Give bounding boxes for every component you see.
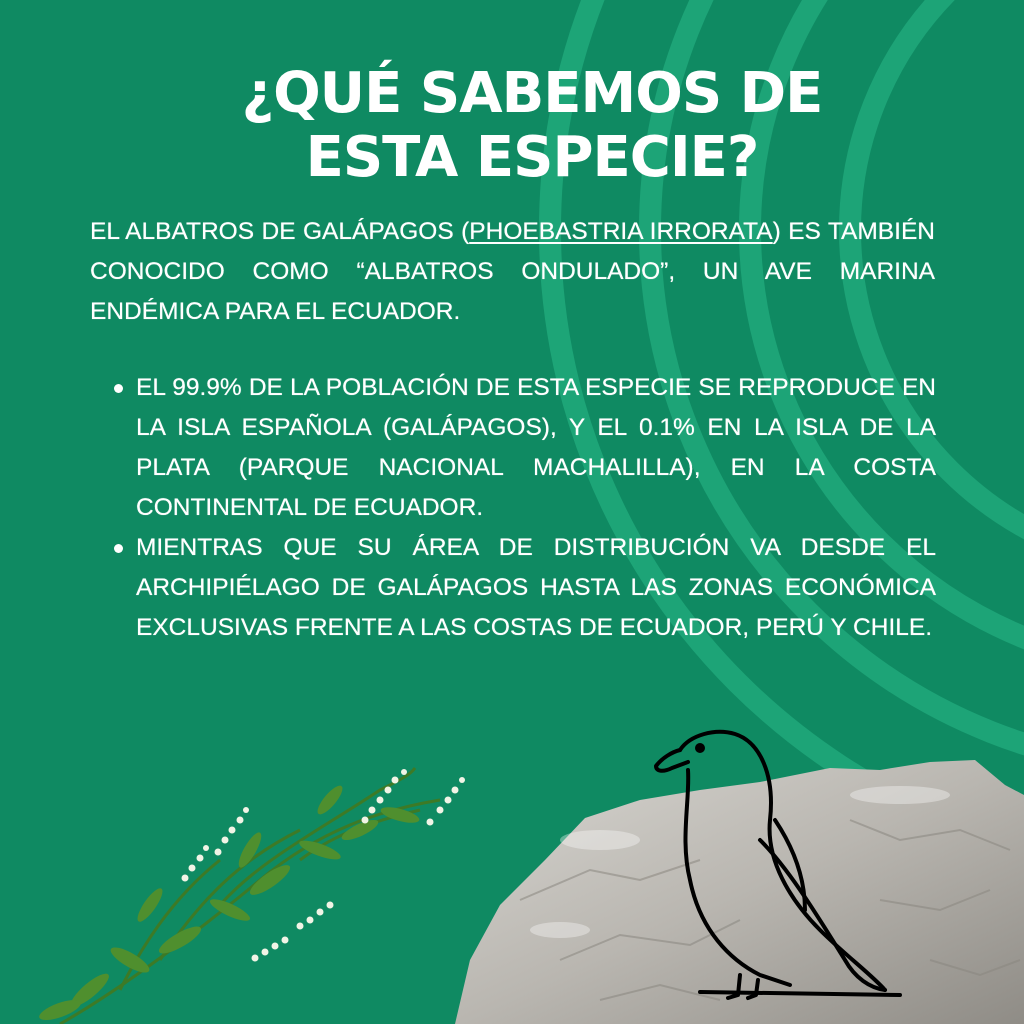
title-line-2: ESTA ESPECIE? — [305, 125, 759, 190]
title-line-1: ¿QUÉ SABEMOS DE — [241, 61, 823, 126]
sweet-clover-plant — [37, 768, 465, 1024]
scientific-name: PHOEBASTRIA IRRORATA — [469, 218, 773, 245]
fact-text: EL 99.9% DE LA POBLACIÓN DE ESTA ESPECIE SE REPRODUCE EN LA ISLA ESPAÑOLA (GALÁPAGOS), Y EL 0.1% EN LA ISLA DE LA PLATA (PARQUE NACIONAL MACHALILLA), EN LA COSTA CONTINENTAL DE ECUADOR. — [136, 374, 936, 521]
intro-text-start: EL ALBATROS DE GALÁPAGOS ( — [90, 218, 470, 245]
intro-text-end: ) ES TAMBIÉN CONOCIDO COMO “ALBATROS ONDULADO”, UN AVE MARINA ENDÉMICA PARA EL ECUADOR. — [90, 218, 935, 325]
fact-text: MIENTRAS QUE SU ÁREA DE DISTRIBUCIÓN VA DESDE EL ARCHIPIÉLAGO DE GALÁPAGOS HASTA LAS ZONAS ECONÓMICA EXCLUSIVAS FRENTE A LAS COSTAS DE ECUADOR, PERÚ Y CHILE. — [136, 534, 936, 641]
